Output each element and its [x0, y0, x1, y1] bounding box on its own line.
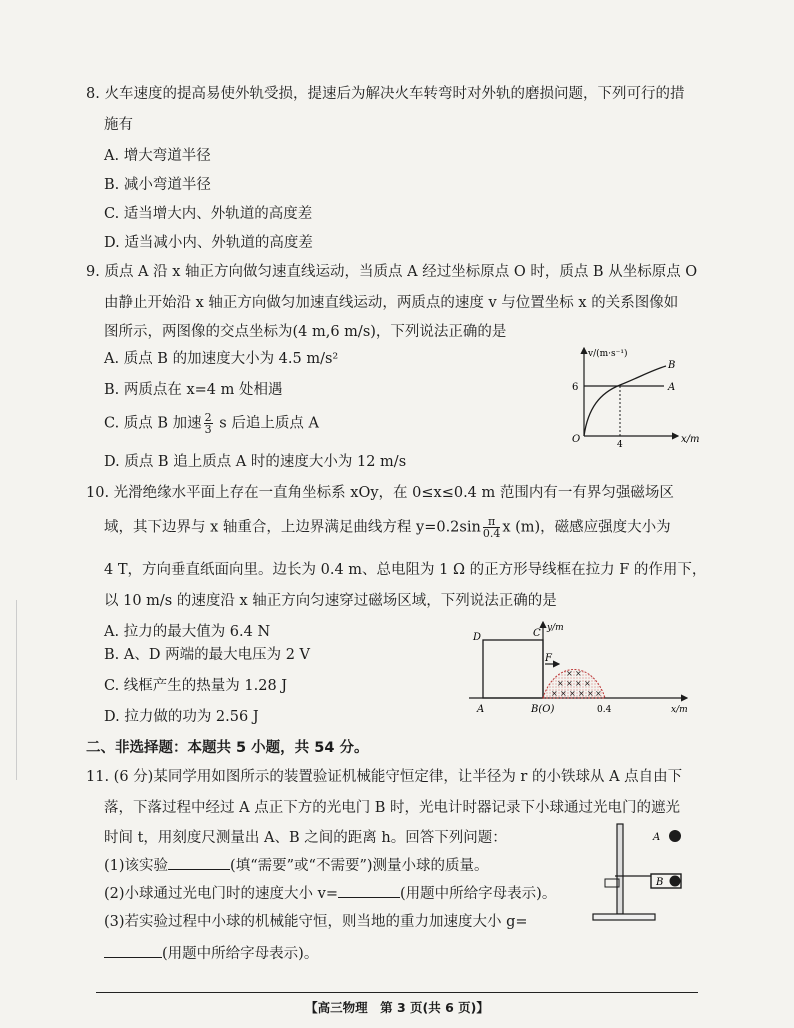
q10-stem-line4: 以 10 m/s 的速度沿 x 轴正方向匀速穿过磁场区域，下列说法正确的是: [104, 593, 557, 609]
svg-text:×: ×: [566, 679, 573, 688]
q8-option-a: A. 增大弯道半径: [104, 148, 211, 164]
q8-option-d: D. 适当减小内、外轨道的高度差: [104, 235, 313, 251]
q11-stem-line2: 落，下落过程中经过 A 点正下方的光电门 B 时，光电计时器记录下小球通过光电门的遮光: [104, 800, 681, 816]
svg-text:×: ×: [587, 689, 594, 698]
q10-stem-line3: 4 T，方向垂直纸面向里。边长为 0.4 m、总电阻为 1 Ω 的正方形导线框在拉力 F 的作用下，: [104, 562, 707, 578]
q10-option-b: B. A、D 两端的最大电压为 2 V: [104, 647, 310, 663]
q9-stem-line1: 9. 质点 A 沿 x 轴正方向做匀速直线运动，当质点 A 经过坐标原点 O 时，质点 B 从坐标原点 O: [86, 264, 698, 280]
q10-magnetic-field-figure: [465, 620, 705, 715]
q11-part1: (1)该实验 (填“需要”或“不需要”)测量小球的质量。: [104, 855, 489, 876]
q9-option-b: B. 两质点在 x=4 m 处相遇: [104, 382, 283, 398]
svg-text:×: ×: [560, 689, 567, 698]
q8-option-c: C. 适当增大内、外轨道的高度差: [104, 206, 313, 222]
label-d: D: [473, 632, 482, 643]
svg-text:×: ×: [578, 689, 585, 698]
q11-stem-line1: 11. (6 分)某同学用如图所示的装置验证机械能守恒定律，让半径为 r 的小铁球从 A 点自由下: [86, 769, 683, 785]
q10-option-a: A. 拉力的最大值为 6.4 N: [104, 624, 271, 640]
label-c: C: [533, 628, 541, 639]
q9-option-d: D. 质点 B 追上质点 A 时的速度大小为 12 m/s: [104, 454, 407, 470]
q10-stem-line1: 10. 光滑绝缘水平面上存在一直角坐标系 xOy，在 0≤x≤0.4 m 范围内有一有界匀强磁场区: [86, 485, 674, 501]
square-wire-frame: [483, 640, 543, 698]
x-tick-04: 0.4: [597, 705, 612, 715]
svg-text:×: ×: [566, 669, 573, 678]
answer-blank-1[interactable]: [168, 855, 230, 870]
svg-text:×: ×: [569, 689, 576, 698]
label-f: F: [545, 653, 552, 664]
q9-option-c: C. 质点 B 加速 $\frac{2}{3}$ s 后追上质点 A: [104, 411, 319, 436]
q8-stem-line2: 施有: [104, 117, 133, 133]
curve-b: [584, 366, 666, 436]
x-tick-4: 4: [617, 440, 623, 448]
answer-blank-2[interactable]: [338, 883, 400, 898]
svg-text:×: ×: [575, 679, 582, 688]
q8-option-b: B. 减小弯道半径: [104, 177, 211, 193]
y-axis-label: y/m: [547, 623, 564, 633]
x-axis-label: x/m: [681, 434, 700, 445]
q9-option-a: A. 质点 B 的加速度大小为 4.5 m/s²: [104, 351, 339, 367]
y-axis-label: v/(m·s⁻¹): [588, 349, 628, 359]
x-axis-label: x/m: [671, 705, 688, 715]
section-2-heading: 二、非选择题：本题共 5 小题，共 54 分。: [86, 740, 369, 756]
fraction: $\frac{2}{3}$: [204, 411, 212, 436]
stand-base: [593, 914, 655, 920]
ball-at-a: [669, 830, 681, 842]
svg-text:×: ×: [595, 689, 602, 698]
q9-stem-line3: 图所示，两图像的交点坐标为(4 m,6 m/s)，下列说法正确的是: [104, 324, 507, 340]
q10-option-c: C. 线框产生的热量为 1.28 J: [104, 678, 288, 694]
q8-stem-line1: 8. 火车速度的提高易使外轨受损，提速后为解决火车转弯时对外轨的磨损问题，下列可行的措: [86, 86, 685, 102]
binding-margin-mark: [16, 600, 25, 780]
q10-option-d: D. 拉力做的功为 2.56 J: [104, 709, 259, 725]
svg-text:×: ×: [557, 679, 564, 688]
svg-text:×: ×: [575, 669, 582, 678]
q11-stem-line3: 时间 t，用刻度尺测量出 A、B 之间的距离 h。回答下列问题：: [104, 830, 507, 846]
label-bo: B(O): [531, 704, 555, 715]
q11-apparatus-figure: [585, 818, 705, 928]
svg-text:×: ×: [584, 679, 591, 688]
stand-pole: [617, 824, 623, 914]
svg-text:×: ×: [551, 689, 558, 698]
q10-stem-line2: 域，其下边界与 x 轴重合，上边界满足曲线方程 y=0.2sin $\frac{\pi}{0.4}$ x (m)，磁感应强度大小为: [104, 515, 671, 540]
origin-label: O: [572, 434, 581, 445]
footer-rule: [96, 992, 698, 993]
q11-part3: (3)若实验过程中小球的机械能守恒，则当地的重力加速度大小 g=: [104, 914, 528, 930]
q11-part2: (2)小球通过光电门时的速度大小 v= (用题中所给字母表示)。: [104, 883, 556, 904]
ball-at-b: [670, 876, 681, 887]
q11-part3-cont: (用题中所给字母表示)。: [104, 943, 318, 964]
label-a: A: [477, 704, 485, 715]
y-tick-6: 6: [572, 382, 579, 393]
fraction: $\frac{\pi}{0.4}$: [482, 515, 501, 540]
page-footer: 【高三物理 第 3 页(共 6 页)】: [305, 1000, 489, 1015]
label-a: A: [653, 832, 661, 843]
label-b: B: [656, 877, 664, 888]
q9-velocity-position-graph: [560, 338, 710, 448]
answer-blank-3[interactable]: [104, 943, 162, 958]
label-a: A: [668, 382, 676, 393]
q9-stem-line2: 由静止开始沿 x 轴正方向做匀加速直线运动，两质点的速度 v 与位置坐标 x 的关系图像如: [104, 295, 679, 311]
label-b: B: [668, 360, 676, 371]
